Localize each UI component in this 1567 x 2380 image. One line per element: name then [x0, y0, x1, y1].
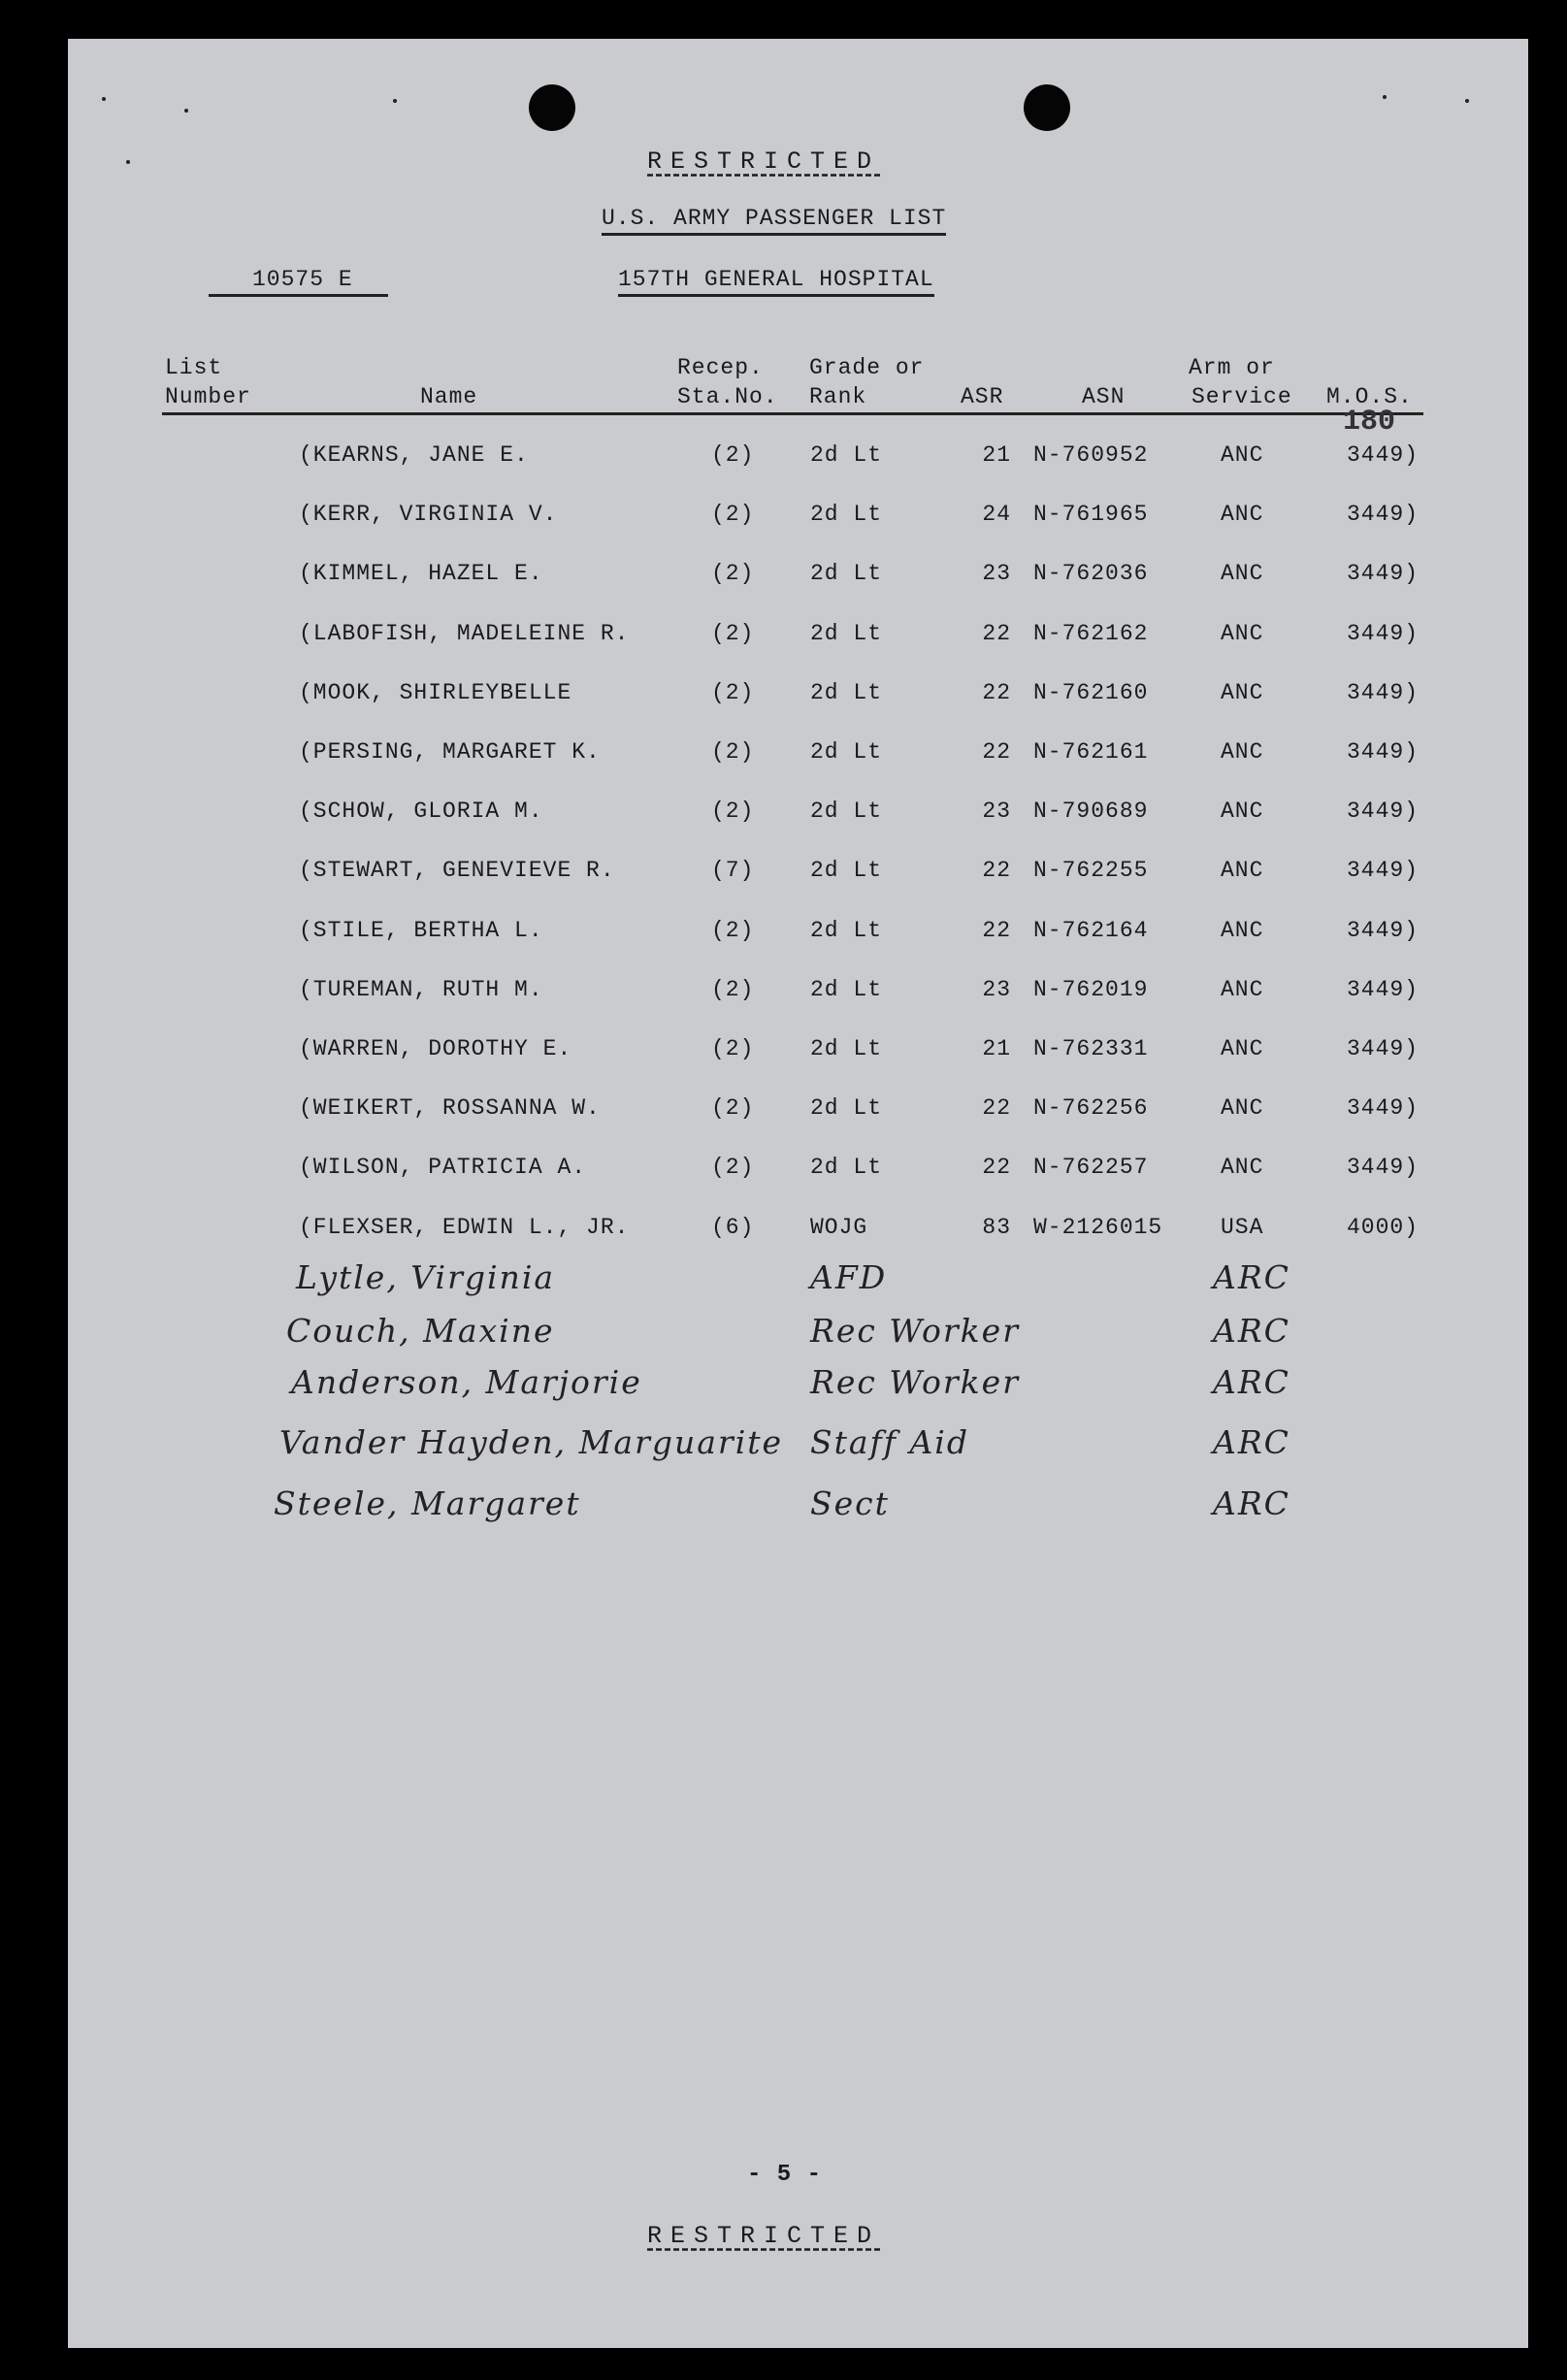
cell-asn: N-761965 — [1033, 502, 1149, 528]
cell-mos: 3449) — [1346, 442, 1419, 468]
hw-rank: Staff Aid — [810, 1423, 969, 1461]
order-number: 10575 E — [209, 267, 388, 297]
header-rule — [162, 412, 1423, 415]
cell-name: (SCHOW, GLORIA M. — [299, 799, 543, 825]
col-recep: Recep. — [677, 355, 764, 380]
hw-rank: Rec Worker — [810, 1363, 1020, 1401]
hw-svc: ARC — [1213, 1423, 1290, 1461]
cell-asn: N-762164 — [1033, 917, 1149, 943]
cell-asr: 21 — [982, 442, 1011, 468]
cell-svc: ANC — [1221, 1155, 1264, 1181]
hw-svc: ARC — [1213, 1258, 1290, 1296]
cell-svc: ANC — [1221, 1095, 1264, 1122]
cell-sta: (7) — [711, 858, 755, 884]
cell-sta: (2) — [711, 1095, 755, 1122]
cell-asr: 22 — [982, 1095, 1011, 1122]
hw-rank: Sect — [810, 1484, 890, 1522]
col-asr: ASR — [961, 384, 1004, 409]
hw-rank: AFD — [810, 1258, 888, 1296]
col-arm-or: Arm or — [1189, 355, 1275, 380]
cell-name: (WARREN, DOROTHY E. — [299, 1036, 572, 1061]
page-stamp: 180 — [1343, 406, 1396, 439]
cell-svc: ANC — [1221, 739, 1264, 765]
unit-name: 157TH GENERAL HOSPITAL — [618, 267, 934, 297]
cell-rank: WOJG — [810, 1214, 868, 1240]
cell-mos: 3449) — [1346, 739, 1419, 765]
cell-mos: 3449) — [1346, 1155, 1419, 1181]
document-page — [68, 39, 1528, 2348]
cell-svc: ANC — [1221, 620, 1264, 646]
cell-name: (KEARNS, JANE E. — [299, 442, 529, 468]
col-mos: M.O.S. — [1326, 384, 1413, 409]
cell-asr: 22 — [982, 679, 1011, 705]
cell-mos: 3449) — [1346, 917, 1419, 943]
cell-sta: (2) — [711, 1036, 755, 1061]
cell-sta: (2) — [711, 679, 755, 705]
col-list: List — [165, 355, 223, 380]
cell-rank: 2d Lt — [810, 1036, 883, 1061]
cell-mos: 3449) — [1346, 1095, 1419, 1122]
page-number: - 5 - — [747, 2162, 823, 2188]
cell-asr: 22 — [982, 858, 1011, 884]
cell-name: (MOOK, SHIRLEYBELLE — [299, 679, 572, 705]
cell-asn: N-762036 — [1033, 561, 1149, 587]
cell-name: (PERSING, MARGARET K. — [299, 739, 601, 765]
cell-asn: N-790689 — [1033, 799, 1149, 825]
cell-svc: ANC — [1221, 679, 1264, 705]
cell-sta: (2) — [711, 502, 755, 528]
cell-svc: ANC — [1221, 917, 1264, 943]
cell-sta: (2) — [711, 1155, 755, 1181]
cell-sta: (2) — [711, 442, 755, 468]
cell-asr: 22 — [982, 917, 1011, 943]
cell-name: (KIMMEL, HAZEL E. — [299, 561, 543, 587]
cell-asn: W-2126015 — [1033, 1214, 1163, 1240]
cell-asr: 23 — [982, 561, 1011, 587]
cell-asn: N-762257 — [1033, 1155, 1149, 1181]
cell-asr: 22 — [982, 739, 1011, 765]
cell-asn: N-762256 — [1033, 1095, 1149, 1122]
hw-name: Anderson, Marjorie — [291, 1363, 642, 1401]
cell-sta: (2) — [711, 561, 755, 587]
cell-rank: 2d Lt — [810, 858, 883, 884]
cell-rank: 2d Lt — [810, 976, 883, 1002]
list-title: U.S. ARMY PASSENGER LIST — [602, 206, 946, 236]
cell-name: (WILSON, PATRICIA A. — [299, 1155, 587, 1181]
cell-svc: ANC — [1221, 858, 1264, 884]
hw-svc: ARC — [1213, 1312, 1290, 1350]
cell-rank: 2d Lt — [810, 1155, 883, 1181]
col-grade-or: Grade or — [809, 355, 925, 380]
cell-name: (STILE, BERTHA L. — [299, 917, 543, 943]
cell-rank: 2d Lt — [810, 679, 883, 705]
cell-svc: ANC — [1221, 502, 1264, 528]
cell-sta: (6) — [711, 1214, 755, 1240]
cell-asr: 23 — [982, 799, 1011, 825]
cell-rank: 2d Lt — [810, 799, 883, 825]
col-sta-no: Sta.No. — [677, 384, 778, 409]
cell-svc: ANC — [1221, 1036, 1264, 1061]
cell-svc: USA — [1221, 1214, 1264, 1240]
cell-asr: 83 — [982, 1214, 1011, 1240]
cell-svc: ANC — [1221, 976, 1264, 1002]
cell-mos: 3449) — [1346, 502, 1419, 528]
col-number: Number — [165, 384, 251, 409]
col-asn: ASN — [1082, 384, 1126, 409]
cell-name: (STEWART, GENEVIEVE R. — [299, 858, 615, 884]
cell-asr: 24 — [982, 502, 1011, 528]
cell-svc: ANC — [1221, 442, 1264, 468]
cell-sta: (2) — [711, 799, 755, 825]
col-name: Name — [420, 384, 478, 409]
cell-sta: (2) — [711, 917, 755, 943]
restricted-header: RESTRICTED — [647, 147, 881, 176]
cell-name: (FLEXSER, EDWIN L., JR. — [299, 1214, 630, 1240]
cell-mos: 3449) — [1346, 679, 1419, 705]
cell-name: (TUREMAN, RUTH M. — [299, 976, 543, 1002]
cell-asn: N-762162 — [1033, 620, 1149, 646]
cell-asn: N-762019 — [1033, 976, 1149, 1002]
punch-hole — [1024, 84, 1070, 131]
hw-svc: ARC — [1213, 1484, 1290, 1522]
cell-svc: ANC — [1221, 799, 1264, 825]
hw-name: Steele, Margaret — [274, 1484, 581, 1522]
cell-rank: 2d Lt — [810, 502, 883, 528]
cell-asn: N-762160 — [1033, 679, 1149, 705]
cell-sta: (2) — [711, 620, 755, 646]
cell-asr: 21 — [982, 1036, 1011, 1061]
cell-rank: 2d Lt — [810, 442, 883, 468]
cell-asn: N-760952 — [1033, 442, 1149, 468]
cell-svc: ANC — [1221, 561, 1264, 587]
hw-name: Lytle, Virginia — [296, 1258, 556, 1296]
cell-sta: (2) — [711, 739, 755, 765]
punch-hole — [529, 84, 575, 131]
cell-mos: 3449) — [1346, 561, 1419, 587]
cell-mos: 3449) — [1346, 799, 1419, 825]
cell-rank: 2d Lt — [810, 739, 883, 765]
cell-rank: 2d Lt — [810, 561, 883, 587]
cell-rank: 2d Lt — [810, 1095, 883, 1122]
cell-sta: (2) — [711, 976, 755, 1002]
hw-svc: ARC — [1213, 1363, 1290, 1401]
cell-asn: N-762255 — [1033, 858, 1149, 884]
cell-asn: N-762161 — [1033, 739, 1149, 765]
cell-mos: 3449) — [1346, 976, 1419, 1002]
cell-mos: 3449) — [1346, 620, 1419, 646]
cell-asr: 22 — [982, 620, 1011, 646]
cell-name: (KERR, VIRGINIA V. — [299, 502, 558, 528]
cell-mos: 3449) — [1346, 858, 1419, 884]
hw-name: Couch, Maxine — [286, 1312, 555, 1350]
restricted-footer: RESTRICTED — [647, 2222, 881, 2250]
hw-name: Vander Hayden, Marguarite — [279, 1423, 784, 1461]
cell-name: (LABOFISH, MADELEINE R. — [299, 620, 630, 646]
cell-asr: 23 — [982, 976, 1011, 1002]
col-rank: Rank — [809, 384, 867, 409]
cell-rank: 2d Lt — [810, 620, 883, 646]
cell-asn: N-762331 — [1033, 1036, 1149, 1061]
hw-rank: Rec Worker — [810, 1312, 1020, 1350]
cell-rank: 2d Lt — [810, 917, 883, 943]
cell-name: (WEIKERT, ROSSANNA W. — [299, 1095, 601, 1122]
cell-asr: 22 — [982, 1155, 1011, 1181]
cell-mos: 4000) — [1346, 1214, 1419, 1240]
cell-mos: 3449) — [1346, 1036, 1419, 1061]
col-service: Service — [1192, 384, 1292, 409]
